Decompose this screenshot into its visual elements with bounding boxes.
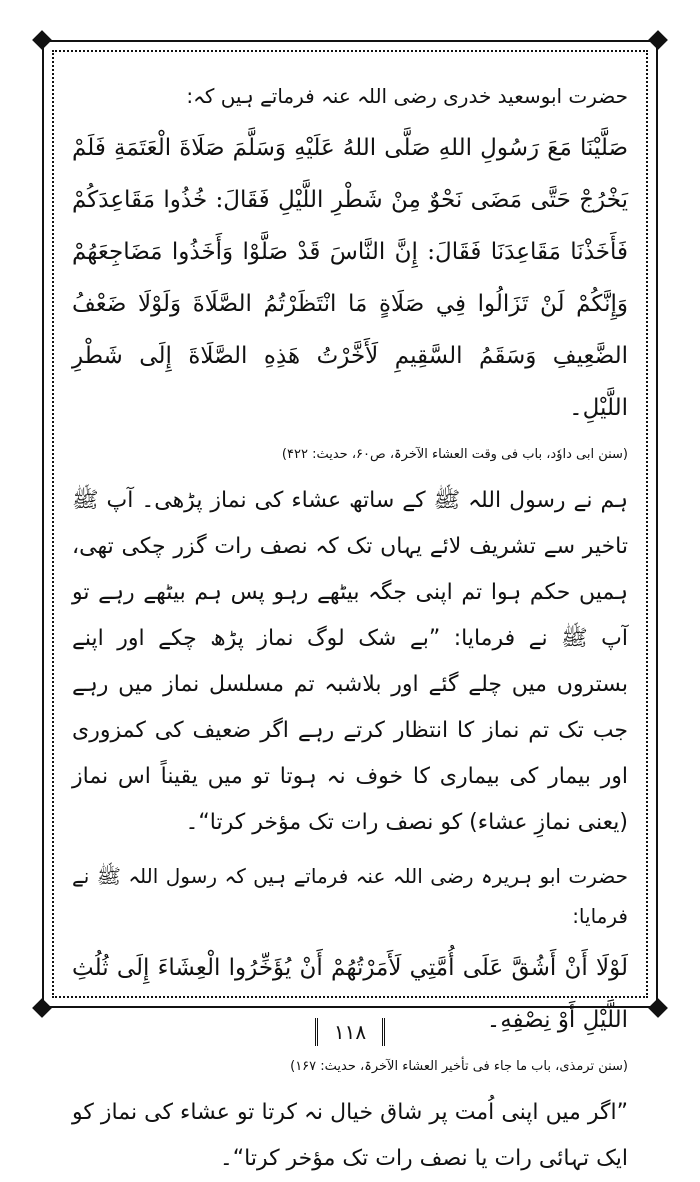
- hadith1-intro: حضرت ابوسعید خدری رضی اللہ عنہ فرماتے ہیں کہ:: [186, 84, 628, 108]
- hadith2-reference: (سنن ترمذی، باب ما جاء فی تأخیر العشاء الآخرۃ، حدیث: ۱۶۷): [290, 1059, 628, 1074]
- page-number-footer: [0, 1018, 700, 1046]
- hadith2-intro: حضرت ابو ہریرہ رضی اللہ عنہ فرماتے ہیں کہ رسول اللہ ﷺ نے فرمایا:: [72, 864, 628, 928]
- hadith1-arabic-text: صَلَّيْنَا مَعَ رَسُولِ اللهِ صَلَّى اللهُ عَلَيْهِ وَسَلَّمَ صَلَاةَ الْعَتَمَةِ فَلَمْ يَخْرُجْ حَتَّى مَضَى نَحْوٌ مِنْ شَطْرِ اللَّيْلِ فَقَالَ: خُذُوا مَقَاعِدَكُمْ فَأَخَذْنَا مَقَاعِدَنَا فَقَالَ: إِنَّ النَّاسَ قَدْ صَلَّوْا وَأَخَذُوا مَضَاجِعَهُمْ وَإِنَّكُمْ لَنْ تَزَالُوا فِي صَلَاةٍ مَا انْتَظَرْتُمُ الصَّلَاةَ وَلَوْلَا ضَعْفُ الضَّعِيفِ وَسَقَمُ السَّقِيمِ لَأَخَّرْتُ هَذِهِ الصَّلَاةَ إِلَى شَطْرِ اللَّيْلِ۔: [72, 135, 628, 421]
- hadith2-arabic-text: لَوْلَا أَنْ أَشُقَّ عَلَى أُمَّتِي لَأَمَرْتُهُمْ أَنْ يُؤَخِّرُوا الْعِشَاءَ إِلَى ثُلُثِ اللَّيْلِ أَوْ نِصْفِهِ۔: [72, 955, 628, 1033]
- page-number: ۱۱۸: [315, 1018, 385, 1046]
- page-content: [72, 76, 628, 1182]
- hadith2-translation: ”اگر میں اپنی اُمت پر شاق خیال نہ کرتا تو عشاء کی نماز کو ایک تہائی رات یا نصف رات تک مؤخر کرتا“۔: [72, 1100, 628, 1171]
- hadith1-translation: ہم نے رسول اللہ ﷺ کے ساتھ عشاء کی نماز پڑھی۔ آپ ﷺ تاخیر سے تشریف لائے یہاں تک کہ نصف رات گزر چکی تھی، ہمیں حکم ہوا تم اپنی جگہ بیٹھے رہو پس ہم بیٹھے رہے تو آپ ﷺ نے فرمایا: ”بے شک لوگ نماز پڑھ چکے اور اپنے بستروں میں چلے گئے اور بلاشبہ تم مسلسل نماز میں رہے جب تک تم نماز کا انتظار کرتے رہے اگر ضعیف کی کمزوری اور بیمار کی بیماری کا خوف نہ ہوتا تو میں یقیناً اس نماز (یعنی نمازِ عشاء) کو نصف رات تک مؤخر کرتا“۔: [72, 488, 628, 835]
- hadith1-reference: (سنن ابی داوٗد، باب فی وقت العشاء الآخرۃ، ص۶۰، حدیث: ۴۲۲): [281, 447, 628, 462]
